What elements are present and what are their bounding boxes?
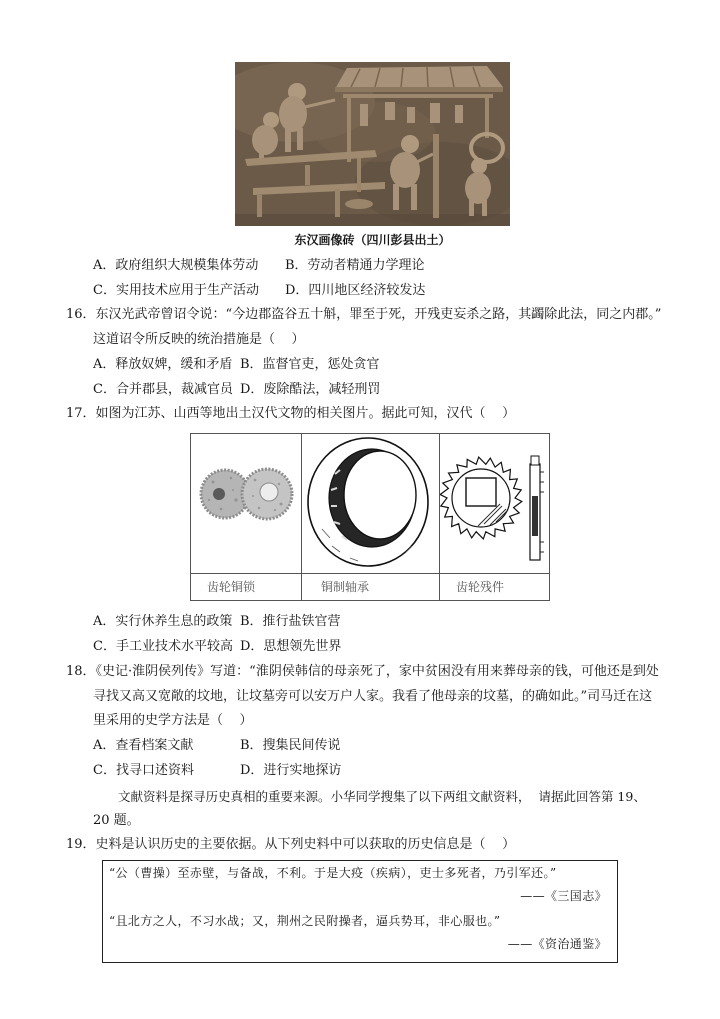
q16-option-d: D．废除酷法，减轻刑罚: [240, 382, 381, 397]
q19-stem-line-1: 19．史料是认识历史的主要依据。从下列史料中可以获取的历史信息是（ ）: [66, 837, 516, 852]
han-artifacts-figure: [190, 433, 550, 601]
q18-option-d: D．进行实地探访: [240, 763, 342, 778]
material-intro-line-1: 文献资料是探寻历史真相的重要来源。小华同学搜集了以下两组文献资料， 请据此回答第 19、: [118, 789, 646, 804]
q16-option-a: A．释放奴婢，缓和矛盾: [93, 357, 233, 372]
source-quote-1: “公（曹操）至赤壁，与备战，不利。于是大疫（疾病），吏士多死者，乃引军还。”: [109, 866, 557, 880]
bronze-bearing-image: [302, 434, 439, 573]
material-intro-line-2: 20 题。: [93, 813, 140, 828]
han-relief-brick-image: [235, 62, 510, 226]
q18-option-a: A．查看档案文献: [93, 738, 194, 753]
q17-stem-line-1: 17．如图为江苏、山西等地出土汉代文物的相关图片。据此可知，汉代（ ）: [66, 406, 516, 421]
q15-option-a: A．政府组织大规模集体劳动: [93, 258, 259, 273]
q16-option-c: C．合并郡县，裁减官员: [93, 382, 233, 397]
source-citation-2: ——《资治通鉴》: [507, 937, 607, 951]
q16-option-b: B．监督官吏，惩处贪官: [240, 357, 380, 372]
q16-stem-line-1: 16．东汉光武帝曾诏令说：“今边郡盗谷五十斛，罪至于死，开残吏妄杀之路，其蠲除此法，同之内郡。”: [66, 307, 662, 322]
q17-option-a: A．实行休养生息的政策: [93, 614, 233, 629]
q15-option-c: C．实用技术应用于生产活动: [93, 283, 259, 298]
q17-option-b: B．推行盐铁官营: [240, 614, 341, 629]
q17-option-d: D．思想领先世界: [240, 639, 342, 654]
q15-option-d: D．四川地区经济较发达: [285, 283, 426, 298]
gear-fragment-image: [440, 434, 550, 573]
q18-option-b: B．搜集民间传说: [240, 738, 341, 753]
historical-sources-box: [102, 860, 618, 963]
brick-figure-caption: 东汉画像砖（四川彭县出土）: [294, 233, 451, 247]
source-quote-2: “且北方之人，不习水战；又，荆州之民附操者，逼兵势耳，非心服也。”: [109, 914, 501, 928]
q18-stem-line-1: 18．《史记·淮阴侯列传》写道：“淮阴侯韩信的母亲死了，家中贫困没有用来葬母亲的钱，可他还是到处: [66, 664, 659, 679]
source-citation-1: ——《三国志》: [520, 889, 607, 903]
q18-stem-line-2: 寻找又高又宽敞的坟地，让坟墓旁可以安万户人家。我看了他母亲的坟墓，的确如此。”司马迁在这: [93, 689, 653, 704]
q15-option-b: B．劳动者精通力学理论: [285, 258, 425, 273]
artifact-caption-row: [191, 573, 549, 601]
caption-gear-lock: 齿轮铜锁: [207, 580, 256, 594]
caption-bronze-bearing: 铜制轴承: [321, 580, 370, 594]
q18-option-c: C．找寻口述资料: [93, 763, 194, 778]
q16-stem-line-2: 这道诏令所反映的统治措施是（ ）: [93, 332, 305, 347]
caption-gear-fragment: 齿轮残件: [456, 580, 505, 594]
gear-lock-image: [191, 434, 301, 573]
q18-stem-line-3: 里采用的史学方法是（ ）: [93, 713, 253, 728]
q17-option-c: C．手工业技术水平较高: [93, 639, 233, 654]
